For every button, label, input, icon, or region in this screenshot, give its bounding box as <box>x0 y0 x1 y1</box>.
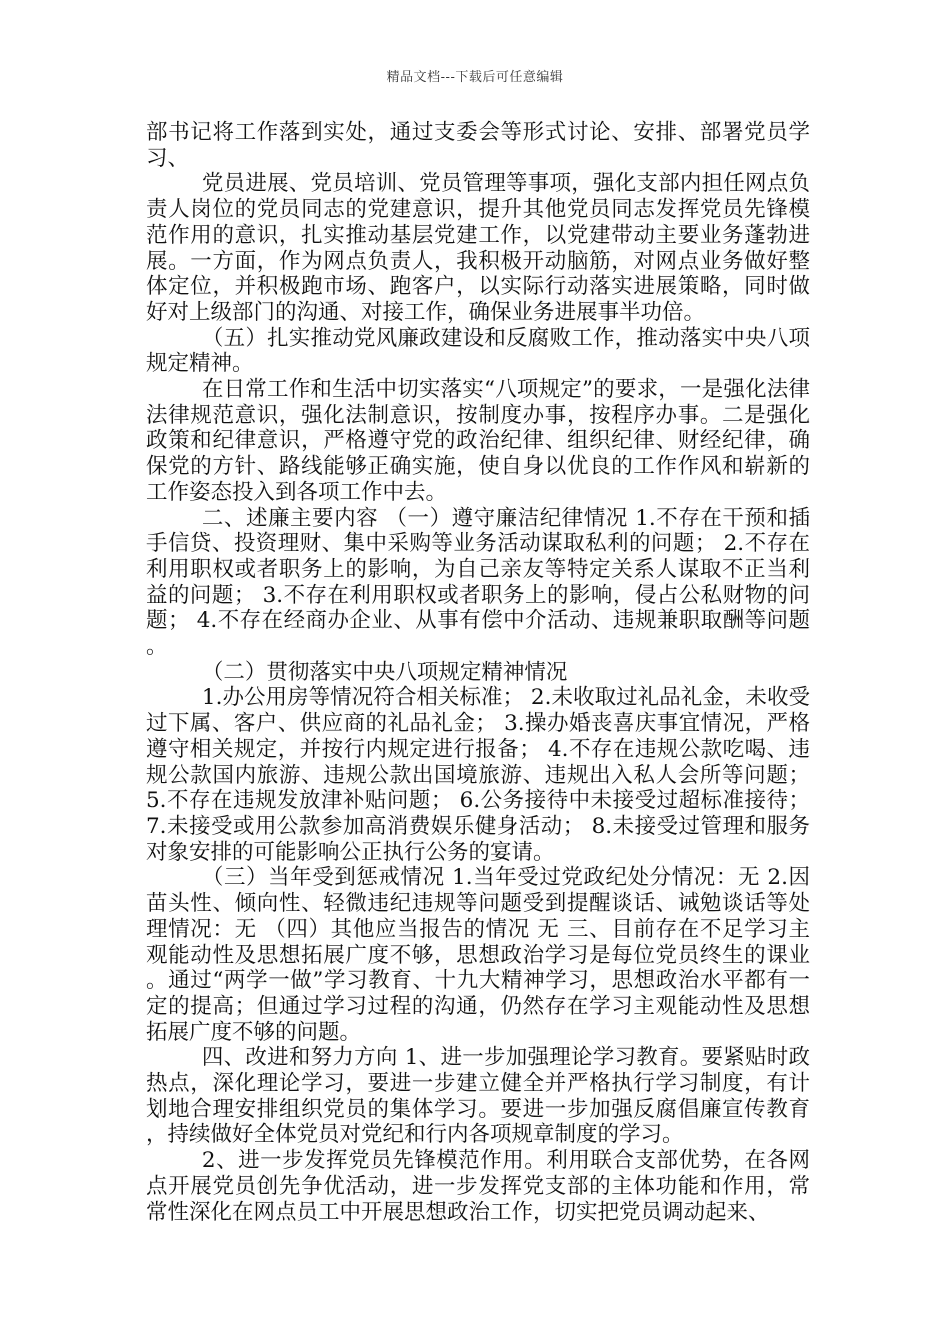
paragraph-implementation-items: 1.办公用房等情况符合相关标准； 2.未收取过礼品礼金，未收受过下属、客户、供应商的礼品礼金； 3.操办婚丧喜庆事宜情况，严格遵守相关规定，并按行内规定进行报备； 4.不存在违规公款吃喝、违规公款国内旅游、违规公款出国境旅游、违规出入私人会所等问题； 5.不存在违规发放津补贴问题； 6.公务接待中未接受过超标准接待； 7.未接受或用公款参加高消费娱乐健身活动； 8.未接受过管理和服务对象安排的可能影响公正执行公务的宴请。 <box>146 685 810 865</box>
section-heading-5: （五）扎实推动党风廉政建设和反腐败工作，推动落实中央八项规定精神。 <box>146 325 810 377</box>
page-header: 精品文档---下载后可任意编辑 <box>386 70 564 85</box>
paragraph-integrity-report: 二、述廉主要内容 （一）遵守廉洁纪律情况 1.不存在干预和插手信贷、投资理财、集中采购等业务活动谋取私利的问题； 2.不存在利用职权或者职务上的影响，为自己亲友等特定关系人谋取不正当利益的问题； 3.不存在利用职权或者职务上的影响，侵占公私财物的问题； 4.不存在经商办企业、从事有偿中介活动、违规兼职取酬等问题。 <box>146 505 810 660</box>
paragraph-continuation: 部书记将工作落到实处，通过支委会等形式讨论、安排、部署党员学习、 <box>146 120 810 171</box>
paragraph-improvement-1: 四、改进和努力方向 1、进一步加强理论学习教育。要紧贴时政热点，深化理论学习，要进一步建立健全并严格执行学习制度，有计划地合理安排组织党员的集体学习。要进一步加强反腐倡廉宣传教育，持续做好全体党员对党纪和行内各项规章制度的学习。 <box>146 1045 810 1148</box>
paragraph-improvement-2: 2、进一步发挥党员先锋模范作用。利用联合支部优势，在各网点开展党员创先争优活动，进一步发挥党支部的主体功能和作用，常常性深化在网点员工中开展思想政治工作，切实把党员调动起来、 <box>146 1148 810 1225</box>
paragraph-discipline-shortcomings: （三）当年受到惩戒情况 1.当年受过党政纪处分情况：无 2.因苗头性、倾向性、轻微违纪违规等问题受到提醒谈话、诫勉谈话等处理情况：无 （四）其他应当报告的情况 无 三、目前存在不足学习主观能动性及思想拓展广度不够，思想政治学习是每位党员终生的课业。通过“两学一做”学习教育、十九大精神学习，思想政治水平都有一定的提高；但通过学习过程的沟通，仍然存在学习主观能动性及思想拓展广度不够的问题。 <box>146 865 810 1045</box>
section-heading-implementation: （二）贯彻落实中央八项规定精神情况 <box>201 659 568 685</box>
paragraph-eight-rules: 在日常工作和生活中切实落实“八项规定”的要求，一是强化法律法律规范意识，强化法制意识，按制度办事，按程序办事。二是强化政策和纪律意识，严格遵守党的政治纪律、组织纪律、财经纪律，确保党的方针、路线能够正确实施，使自身以优良的工作作风和崭新的工作姿态投入到各项工作中去。 <box>146 377 810 505</box>
document-body <box>146 120 810 1225</box>
paragraph-party-development: 党员进展、党员培训、党员管理等事项，强化支部内担任网点负责人岗位的党员同志的党建意识，提升其他党员同志发挥党员先锋模范作用的意识，扎实推动基层党建工作，以党建带动主要业务蓬勃进展。一方面，作为网点负责人，我积极开动脑筋，对网点业务做好整体定位，并积极跑市场、跑客户，以实际行动落实进展策略，同时做好对上级部门的沟通、对接工作，确保业务进展事半功倍。 <box>146 171 810 325</box>
